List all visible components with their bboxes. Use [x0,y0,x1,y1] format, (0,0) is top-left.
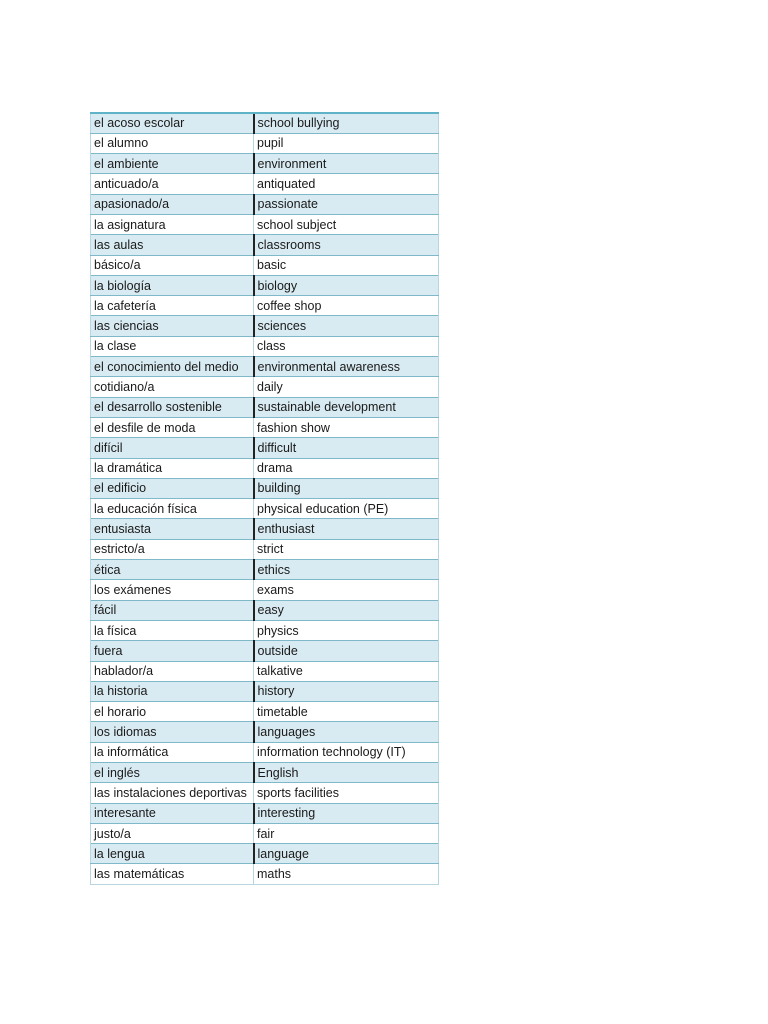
table-row [91,417,439,437]
english-translation: information technology (IT) [254,742,439,762]
table-row [91,235,439,255]
spanish-term: el alumno [91,133,254,153]
english-translation: English [254,763,439,783]
spanish-term: apasionado/a [91,194,254,214]
english-translation: school bullying [254,113,439,133]
table-row [91,864,439,884]
table-row [91,316,439,336]
table-row [91,336,439,356]
english-translation: passionate [254,194,439,214]
table-row [91,844,439,864]
spanish-term: la física [91,620,254,640]
english-translation: school subject [254,214,439,234]
table-row [91,478,439,498]
english-translation: antiquated [254,174,439,194]
table-row [91,681,439,701]
english-translation: building [254,478,439,498]
spanish-term: la lengua [91,844,254,864]
spanish-term: la cafetería [91,296,254,316]
spanish-term: estricto/a [91,539,254,559]
table-row [91,458,439,478]
spanish-term: entusiasta [91,519,254,539]
english-translation: ethics [254,560,439,580]
spanish-term: la historia [91,681,254,701]
spanish-term: el desarrollo sostenible [91,397,254,417]
vocabulary-table-body [91,113,439,884]
spanish-term: la educación física [91,499,254,519]
vocabulary-table [90,112,439,885]
spanish-term: la asignatura [91,214,254,234]
spanish-term: los exámenes [91,580,254,600]
english-translation: pupil [254,133,439,153]
table-row [91,722,439,742]
english-translation: class [254,336,439,356]
spanish-term: fuera [91,641,254,661]
table-row [91,539,439,559]
english-translation: physical education (PE) [254,499,439,519]
english-translation: physics [254,620,439,640]
spanish-term: cotidiano/a [91,377,254,397]
table-row [91,519,439,539]
spanish-term: básico/a [91,255,254,275]
english-translation: biology [254,275,439,295]
table-row [91,600,439,620]
table-row [91,194,439,214]
spanish-term: el conocimiento del medio [91,357,254,377]
english-translation: sports facilities [254,783,439,803]
english-translation: language [254,844,439,864]
spanish-term: el edificio [91,478,254,498]
english-translation: fashion show [254,417,439,437]
english-translation: environmental awareness [254,357,439,377]
table-row [91,133,439,153]
table-row [91,174,439,194]
table-row [91,742,439,762]
table-row [91,620,439,640]
english-translation: daily [254,377,439,397]
spanish-term: los idiomas [91,722,254,742]
spanish-term: las matemáticas [91,864,254,884]
table-row [91,803,439,823]
spanish-term: anticuado/a [91,174,254,194]
english-translation: history [254,681,439,701]
spanish-term: el acoso escolar [91,113,254,133]
table-row [91,275,439,295]
english-translation: maths [254,864,439,884]
spanish-term: hablador/a [91,661,254,681]
english-translation: classrooms [254,235,439,255]
spanish-term: el horario [91,702,254,722]
table-row [91,763,439,783]
spanish-term: la dramática [91,458,254,478]
table-row [91,255,439,275]
table-row [91,823,439,843]
english-translation: coffee shop [254,296,439,316]
spanish-term: fácil [91,600,254,620]
table-row [91,499,439,519]
english-translation: sciences [254,316,439,336]
spanish-term: la biología [91,275,254,295]
english-translation: environment [254,154,439,174]
english-translation: languages [254,722,439,742]
english-translation: easy [254,600,439,620]
english-translation: interesting [254,803,439,823]
table-row [91,641,439,661]
english-translation: outside [254,641,439,661]
spanish-term: interesante [91,803,254,823]
table-row [91,154,439,174]
table-row [91,214,439,234]
spanish-term: el inglés [91,763,254,783]
spanish-term: el desfile de moda [91,417,254,437]
table-row [91,702,439,722]
spanish-term: las aulas [91,235,254,255]
table-row [91,580,439,600]
table-row [91,560,439,580]
table-row [91,296,439,316]
spanish-term: ética [91,560,254,580]
english-translation: strict [254,539,439,559]
english-translation: enthusiast [254,519,439,539]
spanish-term: justo/a [91,823,254,843]
spanish-term: las ciencias [91,316,254,336]
table-row [91,783,439,803]
english-translation: fair [254,823,439,843]
english-translation: timetable [254,702,439,722]
english-translation: sustainable development [254,397,439,417]
spanish-term: la clase [91,336,254,356]
spanish-term: la informática [91,742,254,762]
table-row [91,377,439,397]
english-translation: talkative [254,661,439,681]
spanish-term: difícil [91,438,254,458]
table-row [91,438,439,458]
table-row [91,397,439,417]
english-translation: exams [254,580,439,600]
english-translation: difficult [254,438,439,458]
table-row [91,661,439,681]
english-translation: drama [254,458,439,478]
table-row [91,357,439,377]
spanish-term: las instalaciones deportivas [91,783,254,803]
english-translation: basic [254,255,439,275]
spanish-term: el ambiente [91,154,254,174]
table-row [91,113,439,133]
